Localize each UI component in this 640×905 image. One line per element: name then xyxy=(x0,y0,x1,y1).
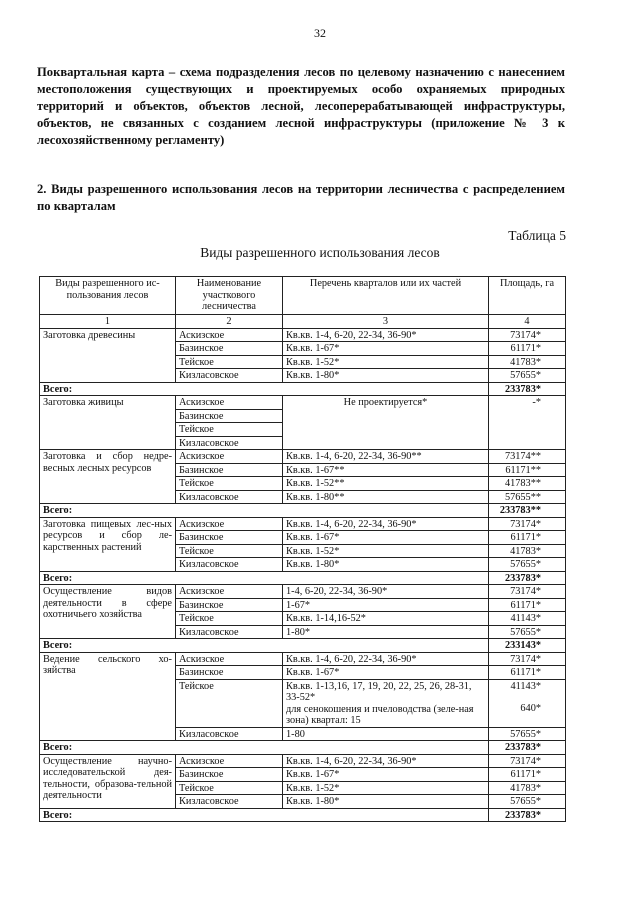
table-row xyxy=(40,396,566,410)
quarters-cell: Кв.кв. 1-67** xyxy=(283,463,489,477)
district-cell: Кизласовское xyxy=(176,490,283,504)
use-type-cell: Заготовка пищевых лес-ных ресурсов и сбор ле-карственных растений xyxy=(40,517,176,571)
area-cell: 57655* xyxy=(489,369,566,383)
area-cell: 61171* xyxy=(489,531,566,545)
total-label: Всего: xyxy=(40,504,489,518)
quarters-cell: Кв.кв. 1-4, 6-20, 22-34, 36-90* xyxy=(283,652,489,666)
forest-use-table xyxy=(39,276,566,822)
table-row xyxy=(40,754,566,768)
area-cell: 41783** xyxy=(489,477,566,491)
area-cell: 61171* xyxy=(489,768,566,782)
table-label: Таблица 5 xyxy=(508,228,566,243)
total-label: Всего: xyxy=(40,639,489,653)
quarters-cell: Кв.кв. 1-52* xyxy=(283,355,489,369)
district-cell: Тейское xyxy=(176,544,283,558)
table-row xyxy=(40,450,566,464)
quarters-cell xyxy=(283,679,489,727)
quarters-cell: Кв.кв. 1-4, 6-20, 22-34, 36-90* xyxy=(283,517,489,531)
quarters-cell: Кв.кв. 1-80* xyxy=(283,558,489,572)
district-cell: Тейское xyxy=(176,612,283,626)
quarters-cell: 1-80 xyxy=(283,727,489,741)
quarters-cell: Не проектируется* xyxy=(283,396,489,450)
district-cell: Тейское xyxy=(176,423,283,437)
area-cell: -* xyxy=(489,396,566,450)
district-cell: Базинское xyxy=(176,342,283,356)
area-cell: 41783* xyxy=(489,355,566,369)
quarters-cell: Кв.кв. 1-52* xyxy=(283,544,489,558)
column-number: 2 xyxy=(176,315,283,329)
total-row xyxy=(40,639,566,653)
district-cell: Аскизское xyxy=(176,396,283,410)
total-row xyxy=(40,504,566,518)
district-cell: Базинское xyxy=(176,666,283,680)
district-cell: Аскизское xyxy=(176,585,283,599)
quarters-cell: 1-67* xyxy=(283,598,489,612)
district-cell: Кизласовское xyxy=(176,369,283,383)
area-cell: 73174* xyxy=(489,517,566,531)
quarters-cell: Кв.кв. 1-67* xyxy=(283,768,489,782)
district-cell: Кизласовское xyxy=(176,625,283,639)
district-cell: Тейское xyxy=(176,679,283,727)
area-cell: 57655** xyxy=(489,490,566,504)
total-label: Всего: xyxy=(40,382,489,396)
section-title: 2. Виды разрешенного использования лесов на территории лесничества с распределением по кварталам xyxy=(37,182,565,213)
table-row xyxy=(40,517,566,531)
header-use-type: Виды разрешенного ис-пользования лесов xyxy=(40,277,176,315)
total-area: 233783* xyxy=(489,741,566,755)
table-row xyxy=(40,328,566,342)
use-type-cell: Осуществление видов деятельности в сфере охотничьего хозяйства xyxy=(40,585,176,639)
quarters-cell: Кв.кв. 1-80* xyxy=(283,369,489,383)
total-area: 233783* xyxy=(489,382,566,396)
area-cell: 73174* xyxy=(489,585,566,599)
district-cell: Кизласовское xyxy=(176,558,283,572)
area-line: 640* xyxy=(520,703,541,714)
district-cell: Тейское xyxy=(176,477,283,491)
area-cell: 61171* xyxy=(489,342,566,356)
quarters-cell: Кв.кв. 1-67* xyxy=(283,342,489,356)
area-cell: 73174* xyxy=(489,328,566,342)
district-cell: Кизласовское xyxy=(176,436,283,450)
district-cell: Аскизское xyxy=(176,328,283,342)
quarters-cell: Кв.кв. 1-52** xyxy=(283,477,489,491)
quarters-line: Кв.кв. 1-13,16, 17, 19, 20, 22, 25, 26, 28-31, 33-52* xyxy=(286,680,472,703)
total-row xyxy=(40,382,566,396)
quarters-cell: 1-80* xyxy=(283,625,489,639)
area-cell: 61171** xyxy=(489,463,566,477)
quarters-cell: Кв.кв. 1-80* xyxy=(283,795,489,809)
table-row xyxy=(40,652,566,666)
column-number: 1 xyxy=(40,315,176,329)
area-cell xyxy=(489,679,566,727)
district-cell: Базинское xyxy=(176,768,283,782)
table-caption: Виды разрешенного использования лесов xyxy=(200,245,440,260)
district-cell: Базинское xyxy=(176,598,283,612)
district-cell: Кизласовское xyxy=(176,795,283,809)
quarters-cell: Кв.кв. 1-14,16-52* xyxy=(283,612,489,626)
area-cell: 73174* xyxy=(489,652,566,666)
use-type-cell: Ведение сельского хо-зяйства xyxy=(40,652,176,741)
use-type-cell: Заготовка и сбор недре-весных лесных ресурсов xyxy=(40,450,176,504)
area-cell: 73174* xyxy=(489,754,566,768)
area-cell: 73174** xyxy=(489,450,566,464)
district-cell: Аскизское xyxy=(176,450,283,464)
table-body xyxy=(40,277,566,822)
header-quarters: Перечень кварталов или их частей xyxy=(283,277,489,315)
area-cell: 57655* xyxy=(489,727,566,741)
total-label: Всего: xyxy=(40,571,489,585)
area-line: 41143* xyxy=(510,680,541,692)
intro-paragraph: Поквартальная карта – схема подразделения лесов по целевому назначению с нанесением местоположения существующих и проектируемых особо охраняемых природных территорий и объектов, объектов лесной, лесоперерабатывающей инфраструктуры, объектов, не связанных с созданием лесной инфраструктуры (приложение № 3 к лесохозяйственному регламенту) xyxy=(37,65,565,147)
district-cell: Аскизское xyxy=(176,754,283,768)
table-header-row xyxy=(40,277,566,315)
total-row xyxy=(40,741,566,755)
total-area: 233783* xyxy=(489,571,566,585)
quarters-cell: Кв.кв. 1-52* xyxy=(283,781,489,795)
district-cell: Базинское xyxy=(176,531,283,545)
quarters-cell: Кв.кв. 1-4, 6-20, 22-34, 36-90* xyxy=(283,328,489,342)
district-cell: Кизласовское xyxy=(176,727,283,741)
area-cell: 61171* xyxy=(489,598,566,612)
area-cell: 61171* xyxy=(489,666,566,680)
district-cell: Тейское xyxy=(176,781,283,795)
district-cell: Базинское xyxy=(176,409,283,423)
column-number: 3 xyxy=(283,315,489,329)
table-row xyxy=(40,585,566,599)
total-label: Всего: xyxy=(40,741,489,755)
table-column-numbers-row xyxy=(40,315,566,329)
quarters-line: для сенокошения и пчеловодства (зеле-ная зона) квартал: 15 xyxy=(286,703,474,726)
use-type-cell: Осуществление научно-исследовательской дея-тельности, образова-тельной деятельности xyxy=(40,754,176,808)
district-cell: Базинское xyxy=(176,463,283,477)
area-cell: 41783* xyxy=(489,544,566,558)
total-label: Всего: xyxy=(40,808,489,822)
header-district: Наименование участкового лесничества xyxy=(176,277,283,315)
district-cell: Тейское xyxy=(176,355,283,369)
total-row xyxy=(40,571,566,585)
column-number: 4 xyxy=(489,315,566,329)
use-type-cell: Заготовка древесины xyxy=(40,328,176,382)
page-number: 32 xyxy=(314,26,326,40)
total-area: 233143* xyxy=(489,639,566,653)
total-area: 233783** xyxy=(489,504,566,518)
total-row xyxy=(40,808,566,822)
total-area: 233783* xyxy=(489,808,566,822)
area-cell: 57655* xyxy=(489,795,566,809)
quarters-cell: Кв.кв. 1-67* xyxy=(283,666,489,680)
quarters-cell: Кв.кв. 1-80** xyxy=(283,490,489,504)
quarters-cell: 1-4, 6-20, 22-34, 36-90* xyxy=(283,585,489,599)
district-cell: Аскизское xyxy=(176,517,283,531)
header-area: Площадь, га xyxy=(489,277,566,315)
quarters-cell: Кв.кв. 1-4, 6-20, 22-34, 36-90** xyxy=(283,450,489,464)
quarters-cell: Кв.кв. 1-4, 6-20, 22-34, 36-90* xyxy=(283,754,489,768)
area-cell: 57655* xyxy=(489,558,566,572)
area-cell: 57655* xyxy=(489,625,566,639)
area-cell: 41783* xyxy=(489,781,566,795)
area-cell: 41143* xyxy=(489,612,566,626)
quarters-cell: Кв.кв. 1-67* xyxy=(283,531,489,545)
use-type-cell: Заготовка живицы xyxy=(40,396,176,450)
district-cell: Аскизское xyxy=(176,652,283,666)
